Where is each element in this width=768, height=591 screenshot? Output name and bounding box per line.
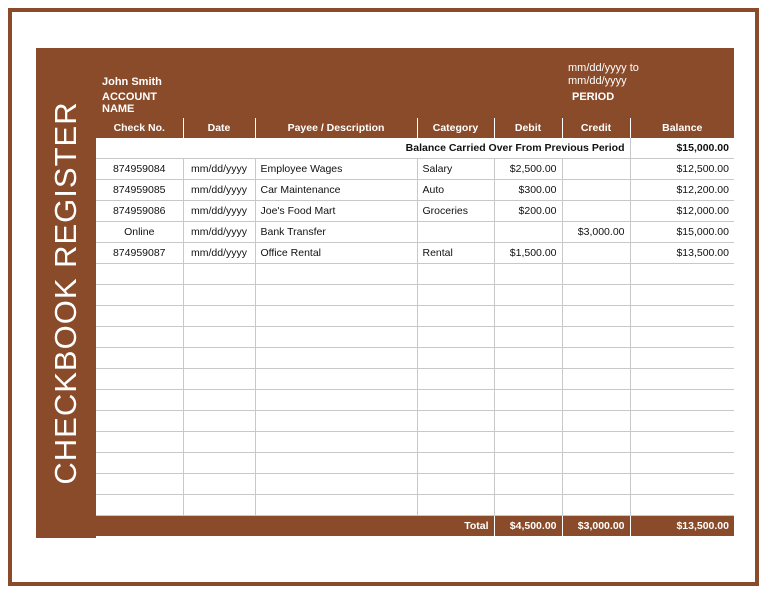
empty-credit-cell[interactable] — [562, 327, 630, 348]
empty-category-cell[interactable] — [417, 411, 494, 432]
empty-check-number-cell[interactable] — [96, 411, 183, 432]
table-row — [96, 201, 734, 222]
empty-debit-cell[interactable] — [494, 327, 562, 348]
balance-cell[interactable]: $12,500.00 — [630, 159, 734, 180]
check-number-cell[interactable]: 874959086 — [96, 201, 183, 222]
empty-balance-cell[interactable] — [630, 306, 734, 327]
empty-date-cell[interactable] — [183, 390, 255, 411]
empty-table-row — [96, 285, 734, 306]
empty-balance-cell[interactable] — [630, 453, 734, 474]
empty-credit-cell[interactable] — [562, 411, 630, 432]
empty-payee-cell[interactable] — [255, 411, 417, 432]
empty-category-cell[interactable] — [417, 327, 494, 348]
empty-category-cell[interactable] — [417, 264, 494, 285]
category-cell[interactable]: Groceries — [417, 201, 494, 222]
payee-cell[interactable]: Bank Transfer — [255, 222, 417, 243]
empty-check-number-cell[interactable] — [96, 264, 183, 285]
empty-balance-cell[interactable] — [630, 432, 734, 453]
col-header-category: Category — [417, 118, 494, 138]
payee-cell[interactable]: Joe's Food Mart — [255, 201, 417, 222]
empty-date-cell[interactable] — [183, 495, 255, 516]
total-row — [96, 516, 734, 537]
col-header-balance: Balance — [630, 118, 734, 138]
empty-table-row — [96, 390, 734, 411]
date-cell[interactable]: mm/dd/yyyy — [183, 243, 255, 264]
empty-category-cell[interactable] — [417, 285, 494, 306]
sidebar-banner — [36, 48, 96, 538]
empty-credit-cell[interactable] — [562, 306, 630, 327]
empty-debit-cell[interactable] — [494, 411, 562, 432]
empty-debit-cell[interactable] — [494, 432, 562, 453]
total-label: Total — [96, 516, 494, 537]
table-row — [96, 180, 734, 201]
empty-payee-cell[interactable] — [255, 264, 417, 285]
empty-payee-cell[interactable] — [255, 348, 417, 369]
empty-check-number-cell[interactable] — [96, 348, 183, 369]
empty-payee-cell[interactable] — [255, 453, 417, 474]
empty-debit-cell[interactable] — [494, 264, 562, 285]
empty-debit-cell[interactable] — [494, 474, 562, 495]
empty-check-number-cell[interactable] — [96, 306, 183, 327]
debit-cell[interactable]: $2,500.00 — [494, 159, 562, 180]
empty-balance-cell[interactable] — [630, 390, 734, 411]
empty-credit-cell[interactable] — [562, 285, 630, 306]
empty-credit-cell[interactable] — [562, 369, 630, 390]
empty-category-cell[interactable] — [417, 348, 494, 369]
category-cell[interactable] — [417, 222, 494, 243]
col-header-credit: Credit — [562, 118, 630, 138]
empty-payee-cell[interactable] — [255, 495, 417, 516]
payee-cell[interactable]: Office Rental — [255, 243, 417, 264]
empty-table-row — [96, 348, 734, 369]
empty-debit-cell[interactable] — [494, 285, 562, 306]
check-number-cell[interactable]: 874959085 — [96, 180, 183, 201]
empty-check-number-cell[interactable] — [96, 285, 183, 306]
empty-payee-cell[interactable] — [255, 369, 417, 390]
payee-cell[interactable]: Car Maintenance — [255, 180, 417, 201]
empty-credit-cell[interactable] — [562, 495, 630, 516]
empty-table-row — [96, 474, 734, 495]
empty-debit-cell[interactable] — [494, 495, 562, 516]
empty-balance-cell[interactable] — [630, 474, 734, 495]
empty-category-cell[interactable] — [417, 369, 494, 390]
empty-check-number-cell[interactable] — [96, 369, 183, 390]
total-credit: $3,000.00 — [562, 516, 630, 537]
empty-date-cell[interactable] — [183, 306, 255, 327]
check-number-cell[interactable]: 874959087 — [96, 243, 183, 264]
empty-debit-cell[interactable] — [494, 306, 562, 327]
payee-cell[interactable]: Employee Wages — [255, 159, 417, 180]
col-header-check: Check No. — [96, 118, 183, 138]
empty-date-cell[interactable] — [183, 264, 255, 285]
debit-cell[interactable] — [494, 222, 562, 243]
empty-debit-cell[interactable] — [494, 369, 562, 390]
empty-check-number-cell[interactable] — [96, 474, 183, 495]
empty-balance-cell[interactable] — [630, 495, 734, 516]
table-row — [96, 222, 734, 243]
empty-table-row — [96, 369, 734, 390]
col-header-date: Date — [183, 118, 255, 138]
empty-date-cell[interactable] — [183, 369, 255, 390]
account-name-value[interactable]: John Smith — [102, 76, 162, 88]
col-header-payee: Payee / Description — [255, 118, 417, 138]
debit-cell[interactable]: $1,500.00 — [494, 243, 562, 264]
empty-category-cell[interactable] — [417, 453, 494, 474]
empty-check-number-cell[interactable] — [96, 390, 183, 411]
empty-category-cell[interactable] — [417, 432, 494, 453]
empty-table-row — [96, 411, 734, 432]
total-balance: $13,500.00 — [630, 516, 734, 537]
empty-check-number-cell[interactable] — [96, 327, 183, 348]
carry-over-balance[interactable]: $15,000.00 — [630, 138, 734, 159]
empty-table-row — [96, 495, 734, 516]
debit-cell[interactable]: $300.00 — [494, 180, 562, 201]
empty-debit-cell[interactable] — [494, 390, 562, 411]
empty-date-cell[interactable] — [183, 453, 255, 474]
table-row — [96, 243, 734, 264]
empty-payee-cell[interactable] — [255, 432, 417, 453]
empty-balance-cell[interactable] — [630, 411, 734, 432]
account-name-label: ACCOUNT NAME — [102, 91, 157, 115]
date-cell[interactable]: mm/dd/yyyy — [183, 222, 255, 243]
empty-date-cell[interactable] — [183, 432, 255, 453]
empty-balance-cell[interactable] — [630, 348, 734, 369]
check-number-cell[interactable]: 874959084 — [96, 159, 183, 180]
balance-cell[interactable]: $12,200.00 — [630, 180, 734, 201]
balance-cell[interactable]: $13,500.00 — [630, 243, 734, 264]
empty-balance-cell[interactable] — [630, 327, 734, 348]
empty-category-cell[interactable] — [417, 474, 494, 495]
balance-cell[interactable]: $15,000.00 — [630, 222, 734, 243]
period-label: PERIOD — [572, 91, 615, 103]
empty-payee-cell[interactable] — [255, 306, 417, 327]
credit-cell[interactable] — [562, 243, 630, 264]
debit-cell[interactable]: $200.00 — [494, 201, 562, 222]
empty-category-cell[interactable] — [417, 495, 494, 516]
empty-balance-cell[interactable] — [630, 264, 734, 285]
category-cell[interactable]: Auto — [417, 180, 494, 201]
empty-table-row — [96, 264, 734, 285]
empty-credit-cell[interactable] — [562, 264, 630, 285]
credit-cell[interactable] — [562, 180, 630, 201]
sidebar-title: CHECKBOOK REGISTER — [48, 101, 83, 485]
empty-credit-cell[interactable] — [562, 348, 630, 369]
carry-over-row — [96, 138, 734, 159]
empty-check-number-cell[interactable] — [96, 453, 183, 474]
date-cell[interactable]: mm/dd/yyyy — [183, 180, 255, 201]
empty-credit-cell[interactable] — [562, 474, 630, 495]
table-row — [96, 159, 734, 180]
empty-category-cell[interactable] — [417, 390, 494, 411]
register-table — [96, 118, 734, 536]
empty-table-row — [96, 453, 734, 474]
empty-credit-cell[interactable] — [562, 432, 630, 453]
carry-over-label: Balance Carried Over From Previous Period — [96, 138, 630, 159]
empty-debit-cell[interactable] — [494, 453, 562, 474]
category-cell[interactable]: Salary — [417, 159, 494, 180]
empty-payee-cell[interactable] — [255, 390, 417, 411]
credit-cell[interactable]: $3,000.00 — [562, 222, 630, 243]
empty-table-row — [96, 306, 734, 327]
empty-date-cell[interactable] — [183, 327, 255, 348]
credit-cell[interactable] — [562, 201, 630, 222]
empty-table-row — [96, 327, 734, 348]
date-cell[interactable]: mm/dd/yyyy — [183, 159, 255, 180]
empty-category-cell[interactable] — [417, 306, 494, 327]
balance-cell[interactable]: $12,000.00 — [630, 201, 734, 222]
date-cell[interactable]: mm/dd/yyyy — [183, 201, 255, 222]
empty-credit-cell[interactable] — [562, 390, 630, 411]
check-number-cell[interactable]: Online — [96, 222, 183, 243]
empty-date-cell[interactable] — [183, 285, 255, 306]
column-header-row — [96, 118, 734, 138]
empty-date-cell[interactable] — [183, 348, 255, 369]
empty-balance-cell[interactable] — [630, 285, 734, 306]
total-debit: $4,500.00 — [494, 516, 562, 537]
category-cell[interactable]: Rental — [417, 243, 494, 264]
empty-balance-cell[interactable] — [630, 369, 734, 390]
credit-cell[interactable] — [562, 159, 630, 180]
empty-payee-cell[interactable] — [255, 285, 417, 306]
empty-check-number-cell[interactable] — [96, 495, 183, 516]
empty-date-cell[interactable] — [183, 411, 255, 432]
period-date-range[interactable]: mm/dd/yyyy to mm/dd/yyyy — [568, 62, 639, 87]
col-header-debit: Debit — [494, 118, 562, 138]
register-header — [96, 48, 734, 118]
empty-payee-cell[interactable] — [255, 474, 417, 495]
empty-payee-cell[interactable] — [255, 327, 417, 348]
empty-check-number-cell[interactable] — [96, 432, 183, 453]
empty-debit-cell[interactable] — [494, 348, 562, 369]
empty-credit-cell[interactable] — [562, 453, 630, 474]
empty-date-cell[interactable] — [183, 474, 255, 495]
empty-table-row — [96, 432, 734, 453]
